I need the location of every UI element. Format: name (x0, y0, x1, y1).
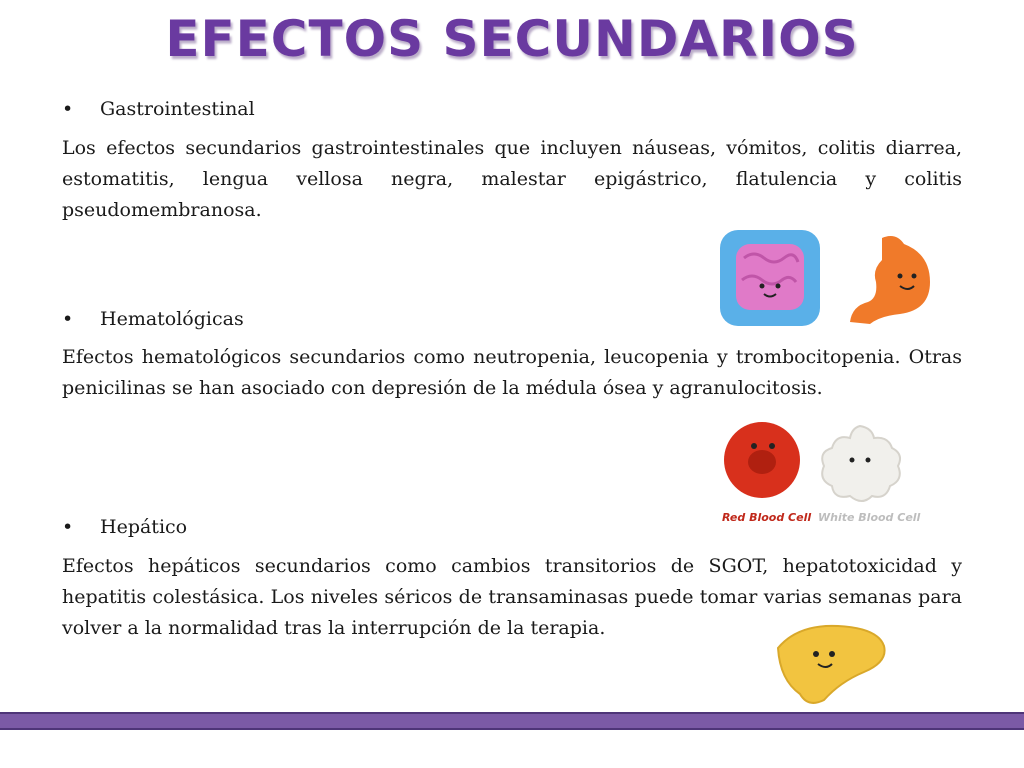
stomach-plush-image (842, 230, 940, 330)
paragraph-hepatico: Efectos hepáticos secundarios como cambios transitorios de SGOT, hepatotoxicidad y hepatitis colestásica. Los niveles séricos de transaminasas puede tomar varias semanas para volver a la normalidad tras la interrupción de la terapia. (62, 555, 962, 639)
bullet-dot: • (62, 308, 74, 330)
bullet-dot: • (62, 516, 74, 538)
heading-hepatico: Hepático (100, 516, 188, 538)
bullet-hematologicas (62, 308, 244, 330)
slide-title: EFECTOS SECUNDARIOS (165, 10, 859, 68)
heading-hematologicas: Hematológicas (100, 308, 244, 330)
paragraph-hematologicas: Efectos hematológicos secundarios como neutropenia, leucopenia y trombocitopenia. Otras penicilinas se han asociado con depresión de la médula ósea y agranulocitosis. (62, 346, 962, 399)
bullet-hepatico (62, 516, 187, 538)
footer-bar (0, 712, 1024, 730)
bullet-dot: • (62, 98, 74, 120)
caption-red-blood-cell: Red Blood Cell (722, 511, 812, 524)
liver-plush-image (768, 618, 888, 708)
white-blood-cell-plush-image (814, 420, 906, 506)
caption-white-blood-cell: White Blood Cell (818, 511, 921, 524)
bullet-gastrointestinal (62, 98, 255, 120)
paragraph-gastrointestinal: Los efectos secundarios gastrointestinales que incluyen náuseas, vómitos, colitis diarrea, estomatitis, lengua vellosa negra, malestar epigástrico, flatulencia y colitis pseudomembranosa. (62, 137, 962, 221)
intestine-plush-image (716, 224, 828, 332)
red-blood-cell-plush-image (720, 416, 806, 506)
heading-gastrointestinal: Gastrointestinal (100, 98, 255, 120)
